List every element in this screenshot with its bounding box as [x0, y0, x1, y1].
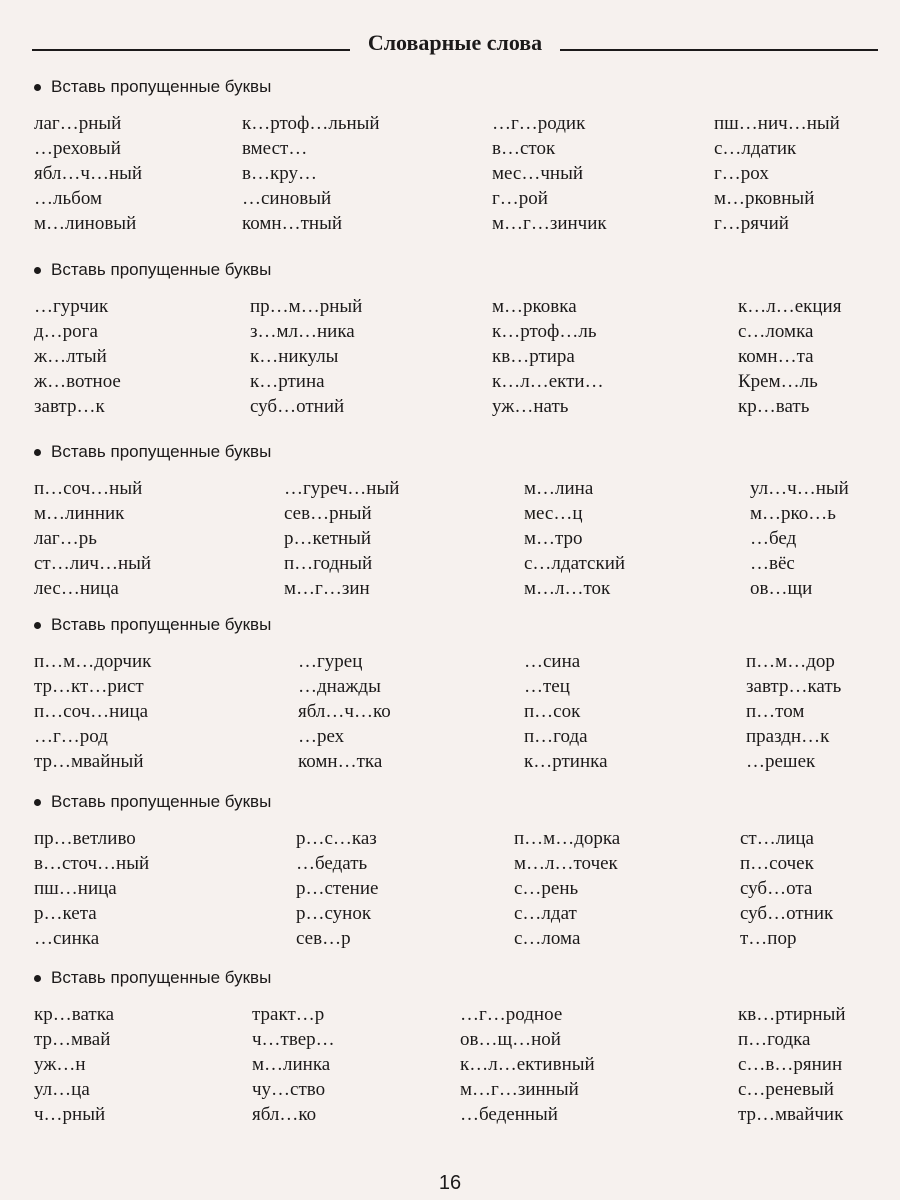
vocabulary-word: м…л…точек [514, 853, 618, 874]
vocabulary-word: суб…ота [740, 878, 813, 899]
vocabulary-word: г…рох [714, 163, 769, 184]
vocabulary-word: м…л…ток [524, 578, 611, 599]
vocabulary-word: р…сунок [296, 903, 372, 924]
vocabulary-word: завтр…к [34, 396, 105, 417]
vocabulary-word: ул…ца [34, 1079, 90, 1100]
bullet-icon [34, 84, 41, 91]
word-grid [34, 476, 884, 601]
vocabulary-word: п…соч…ница [34, 701, 149, 722]
vocabulary-word: к…ртоф…льный [242, 113, 380, 134]
vocabulary-word: п…том [746, 701, 805, 722]
word-column [492, 111, 607, 236]
vocabulary-word: р…кетный [284, 528, 372, 549]
vocabulary-word: к…никулы [250, 346, 339, 367]
exercise-section [34, 75, 884, 236]
word-grid [34, 649, 884, 774]
vocabulary-word: т…пор [740, 928, 797, 949]
vocabulary-word: комн…тный [242, 213, 343, 234]
vocabulary-word: ябл…ч…ко [298, 701, 391, 722]
exercise-section [34, 258, 884, 419]
vocabulary-word: ябл…ко [252, 1104, 317, 1125]
vocabulary-word: к…ртоф…ль [492, 321, 597, 342]
vocabulary-word: пш…ница [34, 878, 117, 899]
vocabulary-word: г…рой [492, 188, 548, 209]
word-grid [34, 1002, 884, 1127]
vocabulary-word: с…реневый [738, 1079, 834, 1100]
vocabulary-word: …гурчик [34, 296, 109, 317]
vocabulary-word: к…л…ективный [460, 1054, 595, 1075]
vocabulary-word: пш…нич…ный [714, 113, 840, 134]
vocabulary-word: лес…ница [34, 578, 119, 599]
vocabulary-word: …г…родное [460, 1004, 563, 1025]
vocabulary-word: з…мл…ника [250, 321, 355, 342]
word-grid [34, 826, 884, 951]
exercise-section [34, 440, 884, 601]
vocabulary-word: …гурец [298, 651, 363, 672]
page-number: 16 [438, 1172, 462, 1194]
exercise-heading [34, 790, 884, 814]
vocabulary-word: р…кета [34, 903, 97, 924]
vocabulary-word: …г…род [34, 726, 108, 747]
word-column [284, 476, 399, 601]
vocabulary-word: к…л…екция [738, 296, 842, 317]
exercise-heading-text: Вставь пропущенные буквы [51, 442, 272, 461]
vocabulary-word: п…годка [738, 1029, 811, 1050]
word-column [460, 1002, 595, 1127]
vocabulary-word: лаг…рь [34, 528, 97, 549]
vocabulary-word: …решек [746, 751, 816, 772]
vocabulary-word: с…лдатский [524, 553, 626, 574]
vocabulary-word: …бедать [296, 853, 368, 874]
vocabulary-word: ов…щи [750, 578, 813, 599]
vocabulary-word: уж…н [34, 1054, 86, 1075]
word-column [492, 294, 604, 419]
vocabulary-word: с…лдатик [714, 138, 797, 159]
vocabulary-word: в…сточ…ный [34, 853, 150, 874]
vocabulary-word: Крем…ль [738, 371, 818, 392]
vocabulary-word: ж…вотное [34, 371, 121, 392]
vocabulary-word: …днажды [298, 676, 381, 697]
vocabulary-word: к…ртинка [524, 751, 608, 772]
vocabulary-word: пр…м…рный [250, 296, 363, 317]
word-column [34, 1002, 114, 1127]
word-column [250, 294, 362, 419]
word-column [738, 1002, 846, 1127]
vocabulary-word: ж…лтый [34, 346, 107, 367]
vocabulary-word: мес…чный [492, 163, 584, 184]
word-column [242, 111, 380, 236]
vocabulary-word: тр…кт…рист [34, 676, 144, 697]
vocabulary-word: тр…мвай [34, 1029, 111, 1050]
vocabulary-word: кв…ртира [492, 346, 575, 367]
vocabulary-word: …вёс [750, 553, 795, 574]
bullet-icon [34, 975, 41, 982]
word-column [296, 826, 378, 951]
bullet-icon [34, 622, 41, 629]
exercise-heading-text: Вставь пропущенные буквы [51, 77, 272, 96]
header-rule-left [32, 49, 350, 51]
vocabulary-word: праздн…к [746, 726, 830, 747]
exercise-heading-text: Вставь пропущенные буквы [51, 968, 272, 987]
vocabulary-word: суб…отний [250, 396, 345, 417]
vocabulary-word: комн…та [738, 346, 814, 367]
vocabulary-word: п…годный [284, 553, 373, 574]
vocabulary-word: кр…ватка [34, 1004, 115, 1025]
exercise-section [34, 613, 884, 774]
vocabulary-word: м…г…зинный [460, 1079, 579, 1100]
word-column [34, 476, 151, 601]
word-column [34, 294, 121, 419]
vocabulary-word: чу…ство [252, 1079, 326, 1100]
bullet-icon [34, 267, 41, 274]
vocabulary-word: …реховый [34, 138, 121, 159]
vocabulary-word: …беденный [460, 1104, 558, 1125]
word-column [746, 649, 841, 774]
vocabulary-word: к…л…екти… [492, 371, 604, 392]
vocabulary-word: в…сток [492, 138, 556, 159]
page-header [32, 28, 878, 58]
page-title: Словарные слова [367, 30, 543, 55]
vocabulary-word: п…м…дорчик [34, 651, 152, 672]
word-column [252, 1002, 335, 1127]
vocabulary-word: …льбом [34, 188, 102, 209]
vocabulary-word: м…линник [34, 503, 125, 524]
vocabulary-word: ч…рный [34, 1104, 106, 1125]
exercise-heading-text: Вставь пропущенные буквы [51, 260, 272, 279]
vocabulary-word: кв…ртирный [738, 1004, 846, 1025]
vocabulary-word: в…кру… [242, 163, 317, 184]
header-rule-right [560, 49, 878, 51]
vocabulary-word: суб…отник [740, 903, 834, 924]
exercise-section [34, 966, 884, 1127]
vocabulary-word: п…м…дорка [514, 828, 621, 849]
word-column [750, 476, 849, 601]
vocabulary-word: ч…твер… [252, 1029, 335, 1050]
vocabulary-word: завтр…кать [746, 676, 842, 697]
vocabulary-word: п…сок [524, 701, 581, 722]
word-column [740, 826, 833, 951]
vocabulary-word: м…тро [524, 528, 583, 549]
vocabulary-word: р…стение [296, 878, 379, 899]
vocabulary-word: ст…лич…ный [34, 553, 152, 574]
vocabulary-word: г…рячий [714, 213, 789, 234]
vocabulary-word: с…ломка [738, 321, 814, 342]
vocabulary-word: с…в…рянин [738, 1054, 843, 1075]
word-grid [34, 111, 884, 236]
exercise-heading-text: Вставь пропущенные буквы [51, 792, 272, 811]
word-column [738, 294, 841, 419]
bullet-icon [34, 449, 41, 456]
word-column [34, 649, 151, 774]
vocabulary-word: вмест… [242, 138, 308, 159]
vocabulary-word: п…м…дор [746, 651, 835, 672]
vocabulary-word: …синка [34, 928, 100, 949]
vocabulary-word: тракт…р [252, 1004, 325, 1025]
vocabulary-word: м…линка [252, 1054, 331, 1075]
word-column [298, 649, 391, 774]
vocabulary-word: м…г…зин [284, 578, 370, 599]
exercise-heading [34, 258, 884, 282]
vocabulary-word: м…лина [524, 478, 594, 499]
exercise-heading [34, 966, 884, 990]
vocabulary-word: тр…мвайный [34, 751, 144, 772]
vocabulary-word: м…рковный [714, 188, 815, 209]
vocabulary-word: с…лома [514, 928, 581, 949]
vocabulary-word: лаг…рный [34, 113, 122, 134]
word-column [524, 476, 625, 601]
vocabulary-word: …сина [524, 651, 581, 672]
vocabulary-word: п…года [524, 726, 588, 747]
vocabulary-word: пр…ветливо [34, 828, 136, 849]
word-column [714, 111, 840, 236]
vocabulary-word: …бед [750, 528, 797, 549]
bullet-icon [34, 799, 41, 806]
vocabulary-word: кр…вать [738, 396, 810, 417]
vocabulary-word: ябл…ч…ный [34, 163, 143, 184]
vocabulary-word: р…с…каз [296, 828, 377, 849]
vocabulary-word: ул…ч…ный [750, 478, 849, 499]
vocabulary-word: м…рко…ь [750, 503, 836, 524]
word-column [514, 826, 620, 951]
vocabulary-word: сев…рный [284, 503, 372, 524]
exercise-heading-text: Вставь пропущенные буквы [51, 615, 272, 634]
vocabulary-word: комн…тка [298, 751, 383, 772]
vocabulary-word: …тец [524, 676, 570, 697]
vocabulary-word: к…ртина [250, 371, 325, 392]
vocabulary-word: …г…родик [492, 113, 586, 134]
vocabulary-word: м…г…зинчик [492, 213, 607, 234]
vocabulary-word: д…рога [34, 321, 98, 342]
exercise-heading [34, 440, 884, 464]
vocabulary-word: …гуреч…ный [284, 478, 400, 499]
word-column [524, 649, 608, 774]
vocabulary-word: …синовый [242, 188, 332, 209]
vocabulary-word: ов…щ…ной [460, 1029, 561, 1050]
exercise-heading [34, 75, 884, 99]
vocabulary-word: мес…ц [524, 503, 583, 524]
vocabulary-word: п…сочек [740, 853, 814, 874]
vocabulary-word: уж…нать [492, 396, 569, 417]
word-column [34, 111, 142, 236]
exercise-heading [34, 613, 884, 637]
exercise-section [34, 790, 884, 951]
vocabulary-word: п…соч…ный [34, 478, 143, 499]
vocabulary-word: сев…р [296, 928, 351, 949]
word-grid [34, 294, 884, 419]
vocabulary-word: м…рковка [492, 296, 577, 317]
vocabulary-word: ст…лица [740, 828, 814, 849]
word-column [34, 826, 149, 951]
vocabulary-word: с…лдат [514, 903, 577, 924]
vocabulary-word: с…рень [514, 878, 579, 899]
vocabulary-word: тр…мвайчик [738, 1104, 844, 1125]
vocabulary-word: …рех [298, 726, 345, 747]
vocabulary-word: м…линовый [34, 213, 137, 234]
